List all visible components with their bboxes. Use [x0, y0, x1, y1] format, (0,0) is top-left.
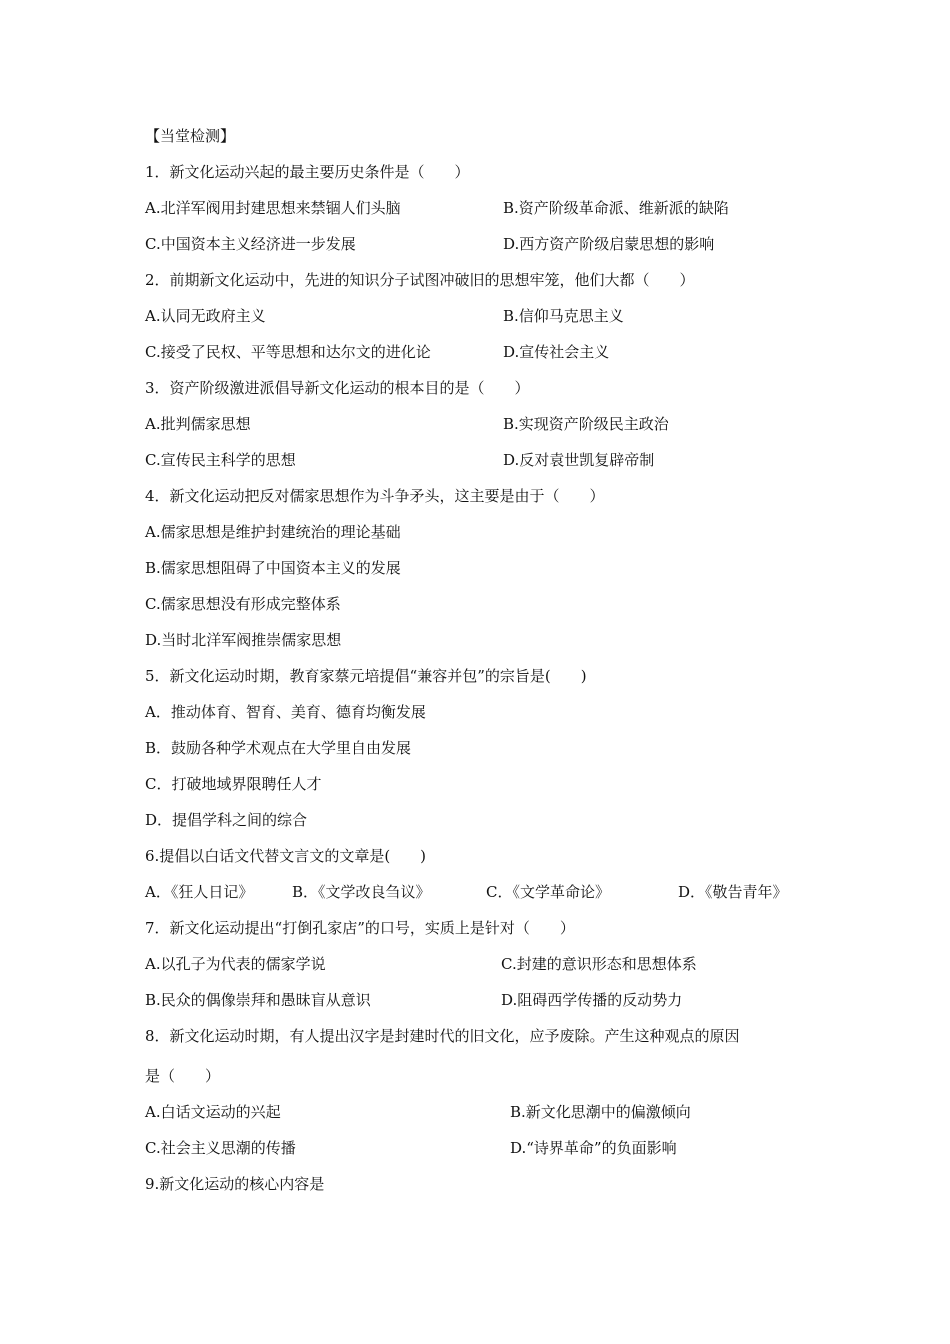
question-8-option-c: C.社会主义思潮的传播 — [145, 1139, 296, 1157]
question-3-option-b: B.实现资产阶级民主政治 — [503, 415, 669, 433]
question-2-option-a: A.认同无政府主义 — [145, 307, 266, 325]
question-7-option-d: D.阻碍西学传播的反动势力 — [501, 991, 683, 1009]
question-1-option-c: C.中国资本主义经济进一步发展 — [145, 235, 356, 253]
question-3-option-d: D.反对袁世凯复辟帝制 — [503, 451, 655, 469]
question-2-option-c: C.接受了民权、平等思想和达尔文的进化论 — [145, 343, 431, 361]
question-8-option-a: A.白话文运动的兴起 — [145, 1103, 281, 1121]
question-5-option-d: D．提倡学科之间的综合 — [145, 811, 308, 829]
section-title: 【当堂检测】 — [145, 127, 236, 145]
question-1-option-a: A.北洋军阀用封建思想来禁锢人们头脑 — [145, 199, 401, 217]
question-7-option-a: A.以孔子为代表的儒家学说 — [145, 955, 326, 973]
question-5-option-c: C．打破地域界限聘任人才 — [145, 775, 322, 793]
question-4-option-c: C.儒家思想没有形成完整体系 — [145, 595, 341, 613]
question-4-option-b: B.儒家思想阻碍了中国资本主义的发展 — [145, 559, 401, 577]
question-4-option-a: A.儒家思想是维护封建统治的理论基础 — [145, 523, 401, 541]
question-6-option-c: C．《文学革命论》 — [486, 883, 610, 901]
question-4-option-d: D.当时北洋军阀推崇儒家思想 — [145, 631, 342, 649]
question-5-stem: 5．新文化运动时期，教育家蔡元培提倡“兼容并包”的宗旨是( ) — [145, 667, 587, 685]
question-3-stem: 3．资产阶级激进派倡导新文化运动的根本目的是（ ） — [145, 379, 530, 397]
question-7-stem: 7．新文化运动提出“打倒孔家店”的口号，实质上是针对（ ） — [145, 919, 575, 937]
question-2-option-d: D.宣传社会主义 — [503, 343, 610, 361]
question-6-option-d: D．《敬告青年》 — [678, 883, 788, 901]
question-2-option-b: B.信仰马克思主义 — [503, 307, 624, 325]
question-3-option-a: A.批判儒家思想 — [145, 415, 251, 433]
question-7-option-c: C.封建的意识形态和思想体系 — [501, 955, 697, 973]
question-3-option-c: C.宣传民主科学的思想 — [145, 451, 296, 469]
question-5-option-a: A．推动体育、智育、美育、德育均衡发展 — [145, 703, 426, 721]
question-9-stem: 9.新文化运动的核心内容是 — [145, 1175, 325, 1193]
question-8-option-d: D.“诗界革命”的负面影响 — [510, 1139, 677, 1157]
question-6-option-a: A．《狂人日记》 — [145, 883, 254, 901]
question-1-stem: 1．新文化运动兴起的最主要历史条件是（ ） — [145, 163, 470, 181]
question-1-option-d: D.西方资产阶级启蒙思想的影响 — [503, 235, 715, 253]
question-8-stem-continued: 是（ ） — [145, 1067, 221, 1085]
question-8-stem: 8．新文化运动时期，有人提出汉字是封建时代的旧文化，应予废除。产生这种观点的原因 — [145, 1027, 740, 1045]
question-8-option-b: B.新文化思潮中的偏激倾向 — [510, 1103, 691, 1121]
question-7-option-b: B.民众的偶像崇拜和愚昧盲从意识 — [145, 991, 371, 1009]
question-6-stem: 6.提倡以白话文代替文言文的文章是( ) — [145, 847, 427, 865]
question-4-stem: 4．新文化运动把反对儒家思想作为斗争矛头，这主要是由于（ ） — [145, 487, 605, 505]
question-5-option-b: B．鼓励各种学术观点在大学里自由发展 — [145, 739, 412, 757]
question-1-option-b: B.资产阶级革命派、维新派的缺陷 — [503, 199, 729, 217]
question-2-stem: 2．前期新文化运动中，先进的知识分子试图冲破旧的思想牢笼，他们大都（ ） — [145, 271, 695, 289]
question-6-option-b: B．《文学改良刍议》 — [292, 883, 431, 901]
